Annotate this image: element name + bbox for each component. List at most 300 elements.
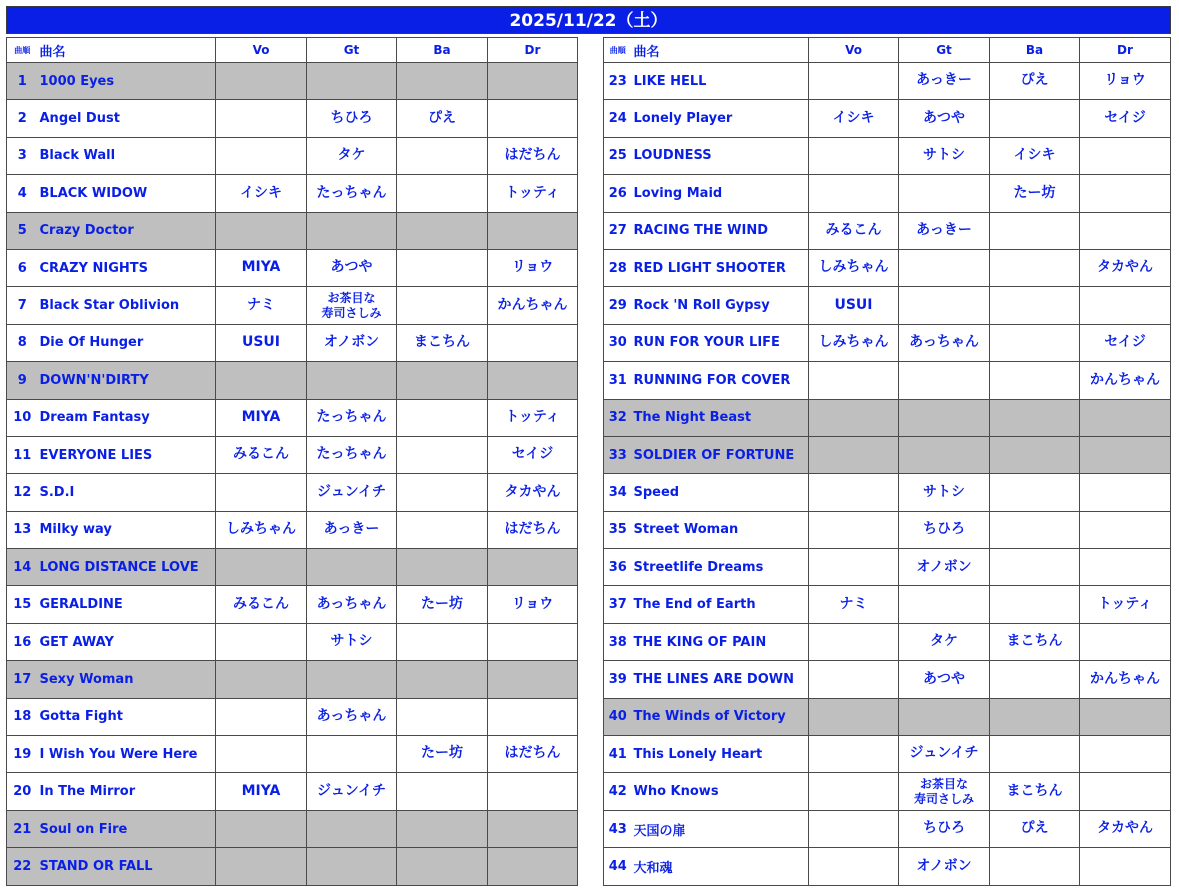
- song-order: 26: [604, 175, 632, 212]
- song-name: Soul on Fire: [38, 810, 216, 847]
- drums-player: タカやん: [488, 474, 578, 511]
- table-row: [7, 287, 578, 324]
- bass-player: [990, 549, 1080, 586]
- table-row: [604, 362, 1171, 399]
- drums-player: [1080, 773, 1171, 810]
- vocal-player: [216, 549, 307, 586]
- drums-player: かんちゃん: [1080, 362, 1171, 399]
- guitar-player: あつや: [899, 100, 990, 137]
- header-drums: Dr: [1080, 38, 1171, 63]
- table-row: [604, 736, 1171, 773]
- song-order: 8: [7, 324, 38, 361]
- vocal-player: [809, 773, 899, 810]
- guitar-player: ジュンイチ: [307, 773, 397, 810]
- song-order: 10: [7, 399, 38, 436]
- guitar-player: サトシ: [899, 137, 990, 174]
- song-name: Angel Dust: [38, 100, 216, 137]
- table-row: [7, 362, 578, 399]
- table-row: [7, 623, 578, 660]
- vocal-player: [809, 661, 899, 698]
- vocal-player: イシキ: [809, 100, 899, 137]
- table-row: [604, 848, 1171, 885]
- drums-player: [488, 324, 578, 361]
- bass-player: [397, 249, 488, 286]
- table-row: [604, 698, 1171, 735]
- bass-player: [397, 137, 488, 174]
- drums-player: [488, 773, 578, 810]
- vocal-player: [216, 661, 307, 698]
- drums-player: [1080, 698, 1171, 735]
- drums-player: [488, 362, 578, 399]
- vocal-player: みるこん: [216, 436, 307, 473]
- song-order: 43: [604, 810, 632, 847]
- table-row: [7, 698, 578, 735]
- song-order: 38: [604, 623, 632, 660]
- vocal-player: [216, 810, 307, 847]
- vocal-player: [216, 698, 307, 735]
- song-name: THE LINES ARE DOWN: [632, 661, 809, 698]
- song-name: The Winds of Victory: [632, 698, 809, 735]
- song-order: 1: [7, 63, 38, 100]
- song-name: S.D.I: [38, 474, 216, 511]
- table-row: [604, 212, 1171, 249]
- guitar-player: サトシ: [307, 623, 397, 660]
- vocal-player: みるこん: [809, 212, 899, 249]
- song-order: 34: [604, 474, 632, 511]
- song-name: EVERYONE LIES: [38, 436, 216, 473]
- table-row: [7, 586, 578, 623]
- bass-player: ぴえ: [990, 63, 1080, 100]
- bass-player: [397, 810, 488, 847]
- guitar-player: [899, 175, 990, 212]
- bass-player: [990, 474, 1080, 511]
- song-order: 32: [604, 399, 632, 436]
- guitar-player: あっきー: [899, 63, 990, 100]
- song-name: LIKE HELL: [632, 63, 809, 100]
- vocal-player: [809, 63, 899, 100]
- bass-player: [397, 287, 488, 324]
- song-name: Black Wall: [38, 137, 216, 174]
- header-drums: Dr: [488, 38, 578, 63]
- vocal-player: [809, 810, 899, 847]
- header-order: 曲順: [7, 38, 38, 63]
- guitar-player: ジュンイチ: [307, 474, 397, 511]
- table-row: [604, 810, 1171, 847]
- vocal-player: [216, 212, 307, 249]
- bass-player: ぴえ: [397, 100, 488, 137]
- table-row: [7, 399, 578, 436]
- drums-player: [488, 661, 578, 698]
- table-row: [604, 249, 1171, 286]
- guitar-player: あっちゃん: [307, 586, 397, 623]
- bass-player: まこちん: [990, 623, 1080, 660]
- vocal-player: イシキ: [216, 175, 307, 212]
- song-name: RUNNING FOR COVER: [632, 362, 809, 399]
- drums-player: セイジ: [488, 436, 578, 473]
- drums-player: セイジ: [1080, 324, 1171, 361]
- guitar-player: [307, 212, 397, 249]
- song-name: GERALDINE: [38, 586, 216, 623]
- song-order: 4: [7, 175, 38, 212]
- song-name: Milky way: [38, 511, 216, 548]
- song-order: 11: [7, 436, 38, 473]
- header-song-name: 曲名: [38, 38, 216, 63]
- vocal-player: [809, 474, 899, 511]
- song-name: RACING THE WIND: [632, 212, 809, 249]
- table-row: [7, 212, 578, 249]
- bass-player: [990, 100, 1080, 137]
- drums-player: [1080, 623, 1171, 660]
- song-name: SOLDIER OF FORTUNE: [632, 436, 809, 473]
- song-order: 3: [7, 137, 38, 174]
- drums-player: [488, 848, 578, 885]
- song-name: In The Mirror: [38, 773, 216, 810]
- drums-player: はだちん: [488, 736, 578, 773]
- table-row: [7, 63, 578, 100]
- bass-player: [990, 848, 1080, 885]
- guitar-player: [307, 549, 397, 586]
- song-order: 37: [604, 586, 632, 623]
- table-row: [604, 586, 1171, 623]
- song-order: 23: [604, 63, 632, 100]
- guitar-player: ジュンイチ: [899, 736, 990, 773]
- drums-player: [1080, 287, 1171, 324]
- song-name: THE KING OF PAIN: [632, 623, 809, 660]
- song-order: 33: [604, 436, 632, 473]
- vocal-player: ナミ: [216, 287, 307, 324]
- vocal-player: [809, 362, 899, 399]
- drums-player: トッティ: [488, 175, 578, 212]
- guitar-player: お茶目な 寿司さしみ: [899, 773, 990, 810]
- bass-player: [397, 623, 488, 660]
- drums-player: リョウ: [1080, 63, 1171, 100]
- guitar-player: タケ: [899, 623, 990, 660]
- vocal-player: [216, 63, 307, 100]
- drums-player: [1080, 474, 1171, 511]
- vocal-player: [809, 175, 899, 212]
- song-name: Rock 'N Roll Gypsy: [632, 287, 809, 324]
- table-row: [604, 474, 1171, 511]
- song-name: Black Star Oblivion: [38, 287, 216, 324]
- drums-player: タカやん: [1080, 810, 1171, 847]
- guitar-player: たっちゃん: [307, 399, 397, 436]
- vocal-player: [809, 436, 899, 473]
- drums-player: [1080, 399, 1171, 436]
- vocal-player: [216, 362, 307, 399]
- bass-player: [397, 175, 488, 212]
- vocal-player: [809, 137, 899, 174]
- table-row: [604, 399, 1171, 436]
- drums-player: [488, 100, 578, 137]
- vocal-player: [809, 698, 899, 735]
- guitar-player: あつや: [899, 661, 990, 698]
- drums-player: はだちん: [488, 511, 578, 548]
- song-order: 41: [604, 736, 632, 773]
- bass-player: [397, 362, 488, 399]
- song-name: Die Of Hunger: [38, 324, 216, 361]
- song-name: RUN FOR YOUR LIFE: [632, 324, 809, 361]
- guitar-player: あつや: [307, 249, 397, 286]
- song-name: GET AWAY: [38, 623, 216, 660]
- song-order: 35: [604, 511, 632, 548]
- guitar-player: [307, 848, 397, 885]
- song-name: The End of Earth: [632, 586, 809, 623]
- vocal-player: [809, 623, 899, 660]
- guitar-player: ちひろ: [899, 511, 990, 548]
- song-name: CRAZY NIGHTS: [38, 249, 216, 286]
- header-bass: Ba: [397, 38, 488, 63]
- song-name: Crazy Doctor: [38, 212, 216, 249]
- vocal-player: [809, 736, 899, 773]
- song-name: STAND OR FALL: [38, 848, 216, 885]
- header-bass: Ba: [990, 38, 1080, 63]
- song-order: 40: [604, 698, 632, 735]
- drums-player: [1080, 549, 1171, 586]
- guitar-player: [899, 436, 990, 473]
- drums-player: [1080, 511, 1171, 548]
- vocal-player: しみちゃん: [216, 511, 307, 548]
- vocal-player: [809, 399, 899, 436]
- bass-player: [397, 212, 488, 249]
- song-name: RED LIGHT SHOOTER: [632, 249, 809, 286]
- song-order: 27: [604, 212, 632, 249]
- guitar-player: [899, 586, 990, 623]
- vocal-player: MIYA: [216, 399, 307, 436]
- table-row: [7, 249, 578, 286]
- bass-player: [990, 698, 1080, 735]
- bass-player: [397, 399, 488, 436]
- vocal-player: しみちゃん: [809, 249, 899, 286]
- song-name: I Wish You Were Here: [38, 736, 216, 773]
- song-name: The Night Beast: [632, 399, 809, 436]
- vocal-player: MIYA: [216, 249, 307, 286]
- song-order: 44: [604, 848, 632, 885]
- bass-player: たー坊: [990, 175, 1080, 212]
- table-row: [604, 287, 1171, 324]
- drums-player: はだちん: [488, 137, 578, 174]
- guitar-player: [307, 810, 397, 847]
- bass-player: [990, 249, 1080, 286]
- table-row: [604, 324, 1171, 361]
- bass-player: ぴえ: [990, 810, 1080, 847]
- bass-player: [990, 736, 1080, 773]
- guitar-player: オノボン: [307, 324, 397, 361]
- header-order: 曲順: [604, 38, 632, 63]
- drums-player: リョウ: [488, 586, 578, 623]
- guitar-player: たっちゃん: [307, 175, 397, 212]
- song-name: Who Knows: [632, 773, 809, 810]
- song-order: 14: [7, 549, 38, 586]
- table-row: [604, 773, 1171, 810]
- song-order: 9: [7, 362, 38, 399]
- guitar-player: [899, 287, 990, 324]
- drums-player: [488, 623, 578, 660]
- table-row: [7, 474, 578, 511]
- page-title: 2025/11/22（土）: [6, 6, 1171, 34]
- table-row: [7, 661, 578, 698]
- song-order: 22: [7, 848, 38, 885]
- bass-player: [397, 773, 488, 810]
- bass-player: [397, 848, 488, 885]
- guitar-player: お茶目な 寿司さしみ: [307, 287, 397, 324]
- vocal-player: ナミ: [809, 586, 899, 623]
- drums-player: [488, 810, 578, 847]
- bass-player: [397, 63, 488, 100]
- bass-player: [397, 661, 488, 698]
- drums-player: [1080, 137, 1171, 174]
- bass-player: たー坊: [397, 736, 488, 773]
- table-row: [7, 848, 578, 885]
- vocal-player: みるこん: [216, 586, 307, 623]
- bass-player: [990, 212, 1080, 249]
- song-order: 19: [7, 736, 38, 773]
- table-row: [7, 175, 578, 212]
- header-guitar: Gt: [899, 38, 990, 63]
- vocal-player: [809, 549, 899, 586]
- drums-player: トッティ: [488, 399, 578, 436]
- vocal-player: [216, 623, 307, 660]
- song-order: 2: [7, 100, 38, 137]
- table-row: [7, 436, 578, 473]
- bass-player: [397, 549, 488, 586]
- song-order: 16: [7, 623, 38, 660]
- drums-player: セイジ: [1080, 100, 1171, 137]
- guitar-player: [307, 736, 397, 773]
- table-row: [604, 549, 1171, 586]
- song-order: 18: [7, 698, 38, 735]
- song-name: 大和魂: [632, 848, 809, 885]
- table-row: [7, 773, 578, 810]
- song-order: 30: [604, 324, 632, 361]
- header-guitar: Gt: [307, 38, 397, 63]
- song-name: 天国の扉: [632, 810, 809, 847]
- song-order: 42: [604, 773, 632, 810]
- header-vocal: Vo: [216, 38, 307, 63]
- song-name: LOUDNESS: [632, 137, 809, 174]
- bass-player: [990, 511, 1080, 548]
- bass-player: [990, 287, 1080, 324]
- bass-player: [990, 324, 1080, 361]
- song-name: Loving Maid: [632, 175, 809, 212]
- setlist-table-left: [6, 37, 578, 886]
- bass-player: [990, 399, 1080, 436]
- header-row: [604, 38, 1171, 63]
- drums-player: かんちゃん: [488, 287, 578, 324]
- table-row: [7, 100, 578, 137]
- header-row: [7, 38, 578, 63]
- drums-player: [488, 549, 578, 586]
- vocal-player: [216, 100, 307, 137]
- table-row: [7, 736, 578, 773]
- guitar-player: タケ: [307, 137, 397, 174]
- song-name: Streetlife Dreams: [632, 549, 809, 586]
- drums-player: リョウ: [488, 249, 578, 286]
- drums-player: [1080, 175, 1171, 212]
- bass-player: [397, 698, 488, 735]
- table-row: [604, 63, 1171, 100]
- song-order: 39: [604, 661, 632, 698]
- song-order: 12: [7, 474, 38, 511]
- drums-player: [488, 212, 578, 249]
- song-name: Dream Fantasy: [38, 399, 216, 436]
- vocal-player: [809, 511, 899, 548]
- song-order: 5: [7, 212, 38, 249]
- song-order: 31: [604, 362, 632, 399]
- guitar-player: あっちゃん: [899, 324, 990, 361]
- header-vocal: Vo: [809, 38, 899, 63]
- guitar-player: [899, 698, 990, 735]
- vocal-player: [216, 736, 307, 773]
- drums-player: [488, 698, 578, 735]
- table-row: [7, 810, 578, 847]
- song-order: 29: [604, 287, 632, 324]
- bass-player: [397, 474, 488, 511]
- bass-player: [397, 436, 488, 473]
- bass-player: まこちん: [397, 324, 488, 361]
- guitar-player: [307, 63, 397, 100]
- song-name: Sexy Woman: [38, 661, 216, 698]
- guitar-player: あっきー: [307, 511, 397, 548]
- bass-player: たー坊: [397, 586, 488, 623]
- table-row: [7, 511, 578, 548]
- song-order: 21: [7, 810, 38, 847]
- guitar-player: たっちゃん: [307, 436, 397, 473]
- drums-player: [1080, 848, 1171, 885]
- song-name: Speed: [632, 474, 809, 511]
- table-row: [604, 511, 1171, 548]
- song-name: Gotta Fight: [38, 698, 216, 735]
- song-name: Lonely Player: [632, 100, 809, 137]
- setlist-table-right: [603, 37, 1171, 886]
- guitar-player: ちひろ: [899, 810, 990, 847]
- table-row: [604, 623, 1171, 660]
- vocal-player: [216, 137, 307, 174]
- table-row: [604, 175, 1171, 212]
- table-row: [604, 137, 1171, 174]
- bass-player: [990, 661, 1080, 698]
- vocal-player: [216, 474, 307, 511]
- bass-player: [990, 436, 1080, 473]
- song-order: 17: [7, 661, 38, 698]
- bass-player: [990, 586, 1080, 623]
- guitar-player: サトシ: [899, 474, 990, 511]
- guitar-player: [899, 249, 990, 286]
- header-song-name: 曲名: [632, 38, 809, 63]
- song-name: Street Woman: [632, 511, 809, 548]
- bass-player: イシキ: [990, 137, 1080, 174]
- song-order: 28: [604, 249, 632, 286]
- guitar-player: [307, 661, 397, 698]
- vocal-player: USUI: [809, 287, 899, 324]
- song-order: 25: [604, 137, 632, 174]
- table-row: [604, 100, 1171, 137]
- song-order: 20: [7, 773, 38, 810]
- vocal-player: [216, 848, 307, 885]
- song-order: 7: [7, 287, 38, 324]
- song-order: 36: [604, 549, 632, 586]
- song-name: LONG DISTANCE LOVE: [38, 549, 216, 586]
- guitar-player: ちひろ: [307, 100, 397, 137]
- vocal-player: しみちゃん: [809, 324, 899, 361]
- bass-player: まこちん: [990, 773, 1080, 810]
- drums-player: トッティ: [1080, 586, 1171, 623]
- table-row: [7, 549, 578, 586]
- song-order: 24: [604, 100, 632, 137]
- song-name: 1000 Eyes: [38, 63, 216, 100]
- drums-player: [1080, 736, 1171, 773]
- song-name: DOWN'N'DIRTY: [38, 362, 216, 399]
- guitar-player: あっきー: [899, 212, 990, 249]
